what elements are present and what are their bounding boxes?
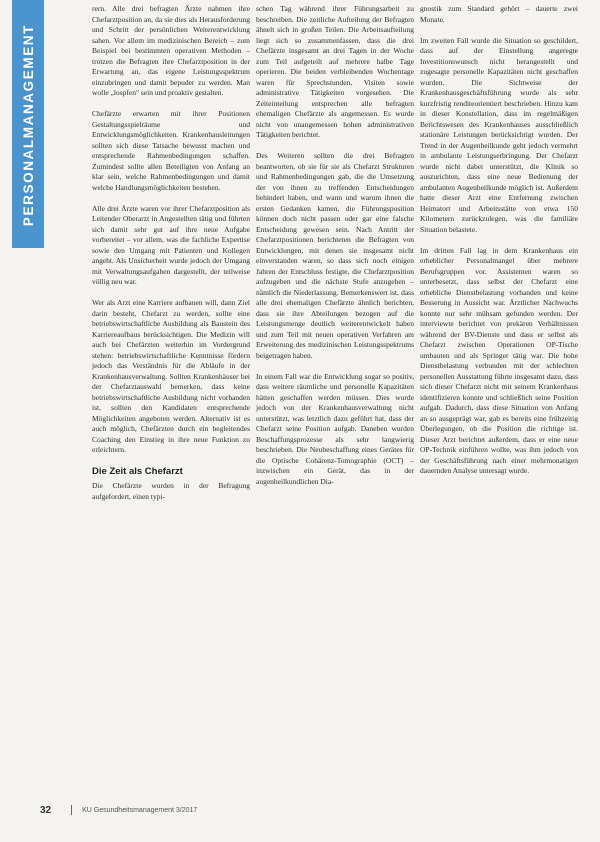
text-column-1 — [92, 4, 250, 513]
paragraph: Die Chefärzte wurden in der Befragung aufgefordert, einen typi- — [92, 481, 250, 501]
paragraph: Des Weiteren sollten die drei Befragten beantworten, ob sie für sie als Chefarzt Strukturen und Rahmenbedingungen gab, die die Umsetzung der von ihnen zu treffenden Entscheidungen behindert haben, und wann und warum ihnen die ersten Gedanken kamen, die Führungsposition können doch nicht passen oder gar eine falsche Entscheidung gewesen sein. Nach Antritt der Chefarztpositionen berichteten die Befragten von Entwicklungen, mit denen sie insgesamt nicht einverstanden waren, so dass sich noch einigen Jahren der Entschluss festigte, die Chefarztposition aufzugeben und die nächste Stufe anzugehen – nämlich die Niederlassung. Bemerkenswert ist, dass alle drei ehemaligen Chefärzte ähnlich berichten, dass sie ihre Abteilungen bezogen auf die Leistungsmenge deutlich weiterentwickelt haben und zum Teil mit neuen operativen Verfahren am Erweiterung des medizinischen Leistungsspektrums beigetragen haben. — [256, 151, 414, 360]
paragraph: Im dritten Fall lag in dem Krankenhaus ein erheblicher Personalmangel über mehrere Berufsgruppen vor. Assistenten waren so unterbesetzt, dass selbst der Chefarzt eine erhebliche Dienstbelastung vorhanden und keine Besserung in Aussicht war. Ärztlicher Nachwuchs konnte nur sehr mühsam gefunden werden. Der interviewte berichtet von prekären Verhältnissen während der BV-Dienste und dass er selbst als Chefarzt zwischen Operationen OP-Tische umbauten und als Springer tätig war. Die hohe Dienstbelastung verbunden mit der schlechten personellen Ausstattung führte insgesamt dazu, dass sich dieser Chefarzt nicht mit seinem Krankenhaus identifizieren konnte und schließlich seine Position aufgab. Dadurch, dass diese Situation von Anfang an so ausgeprägt war, gab es bereits eine frühzeitig Überlegungen, ob die Position die richtige ist. Dieser Arzt berichtet außerdem, dass er eine neue OP-Technik einführen wollte, was ihm jedoch von der Geschäftsführung nach einer mehrmonatigen dauernden Analyse untersagt wurde. — [420, 245, 578, 475]
section-heading: Die Zeit als Chefarzt — [92, 466, 183, 477]
paragraph: gnostik zum Standard gehört – dauerte zwei Monate. — [420, 4, 578, 24]
paragraph: schen Tag während ihrer Führungsarbeit zu beschreiben. Die zeitliche Aufteilung der Befragten ähnelt sich in großen Teilen. Die Arbeitsaufteilung liegt sich so zusammenfassen, dass die drei Chefärzte insgesamt an drei Tagen in der Woche zum Teil aufgeteilt auf mehrere halbe Tage operieren. Die beiden verbleibenden Wochentage waren für Sprechstunden, Visiten sowie administrative Tätigkeiten vorgesehen. Die Zeiteinteilung entsprechen alle befragten ehemaligen Chefärzte als angemessen. Es wurde nicht von unangemessen hohen administrativen Tätigkeiten berichtet. — [256, 4, 414, 139]
journal-name: KU Gesundheitsmanagement 3/2017 — [82, 806, 198, 814]
paragraph: Im zweiten Fall wurde die Situation so geschildert, dass auf der Einstellung angeregte Investitionswunsch nicht herangestellt und zugesagte personelle Kapazitäten nicht geschaffen wurden. Die Sichtweise der Krankenhausgeschäftsführung wurde als sehr kurzfristig renditeorientiert beschrieben. Hinzu kam in dieser Konstellation, dass im regelmäßigen Berichtswesen des Krankenhauses ausschließlich stationäre Leistungen berücksichtigt wurden. Der Trend in der Augenheilkunde geht jedoch vermehrt in ambulante Leistungserbringung. Der Chefarzt wurde nicht dabei unterstützt, die Klinik so auszurichten, dass eine neue Bedienung der ambulanten Augenheilkunde möglich ist. Außerdem hatte dieser Arzt eine Entfernung zwischen Heimatort und Arbeitsstätte von etwa 150 Kilometern zurückzulegen, was die familiäre Situation belastete. — [420, 35, 578, 234]
paragraph: rern. Alle drei befragten Ärzte nahmen ihre Chefarztposition an, da sie dies als Herausforderung und Schritt der persönlichen Weiterentwicklung sahen. Vor allem im medizinischen Bereich – zum Beispiel bei bestimmten operativen Methoden – trotzen die Befragten ihre Chefarztposition in der Erwartung an, das eigene Leistungsspektrum einzubringen und damit bepuder zu werden. Man wolle „lospfen" sein und proaktiv gestalten. — [92, 4, 250, 97]
paragraph: In einem Fall war die Entwicklung sogar so positiv, dass weitere räumliche und personelle Kapazitäten hätten geschaffen werden müssen. Dies wurde jedoch von der Krankenhausverwaltung nicht unterstützt, was letztlich dazu geführt hat, dass der Chefarzt seine Position aufgab. Daneben wurden Beschaffungsprozesse als sehr langwierig beschrieben. Die Neubeschaffung eines Gerätes für die Optische Cohärenz-Tomographie (OCT) – inzwischen ein Gerät, das in der augenheilkundlichen Dia- — [256, 371, 414, 486]
paragraph: Chefärzte erwarten mit ihrer Positionen Gestaltungsspielräume und Entwicklungsmöglichkeiten. Krankenhausleitungen sollten sich diese Tatsache bewusst machen und entsprechende Rahmenbedingungen schaffen. Zumindest sollte allen Beteiligten von Anfang an klar sein, welche Rahmenbedingungen und damit welche Handlungsmöglichkeiten bestehen. — [92, 109, 250, 192]
paragraph: Wer als Arzt eine Karriere aufbauen will, dann Ziel darin besteht, Chefarzt zu werden, sollte eine betriebswirtschaftliche Ausbildung als Baustein des Karriereaufbaus berücksichtigen. Die Medizin will auch bei Chefärzten weiterhin im Vordergrund stehen: betriebswirtschaftliche Kenntnisse fördern jedoch das Verständnis für die Abläufe in der Krankenhausverwaltung. Sollten Krankenhäuser bei der Chefarztauswahl bemerken, dass keine betriebswirtschaftliche Ausbildung nicht vorhanden ist, sollten den Kandidaten entsprechende Möglichkeiten angeboten werden. Alternativ ist es auch möglich, Chefärzten durch ein begleitendes Coaching den Einstieg in ihre neue Funktion zu erleichtern. — [92, 298, 250, 454]
page-footer — [40, 803, 197, 817]
section-label — [12, 10, 44, 240]
page-number: 32 — [40, 804, 52, 816]
paragraph: Alle drei Ärzte waren vor ihrer Chefarztposition als Leitender Oberarzt in Angestellten tätig und führten sich damit sehr gut auf ihre neue Aufgabe vorbereitet – vor allem, was die fachliche Expertise sowie den Umgang mit Patienten und Kollegen angeht. Als Unsicherheit wurde jedoch der Umgang mit Verwaltungsaufgaben dargestellt, der teilweise völlig neu war. — [92, 203, 250, 286]
text-column-3 — [420, 4, 578, 487]
text-column-2 — [256, 4, 414, 498]
footer-divider — [71, 805, 72, 815]
section-label-text: PERSONALMANAGEMENT — [20, 23, 36, 227]
